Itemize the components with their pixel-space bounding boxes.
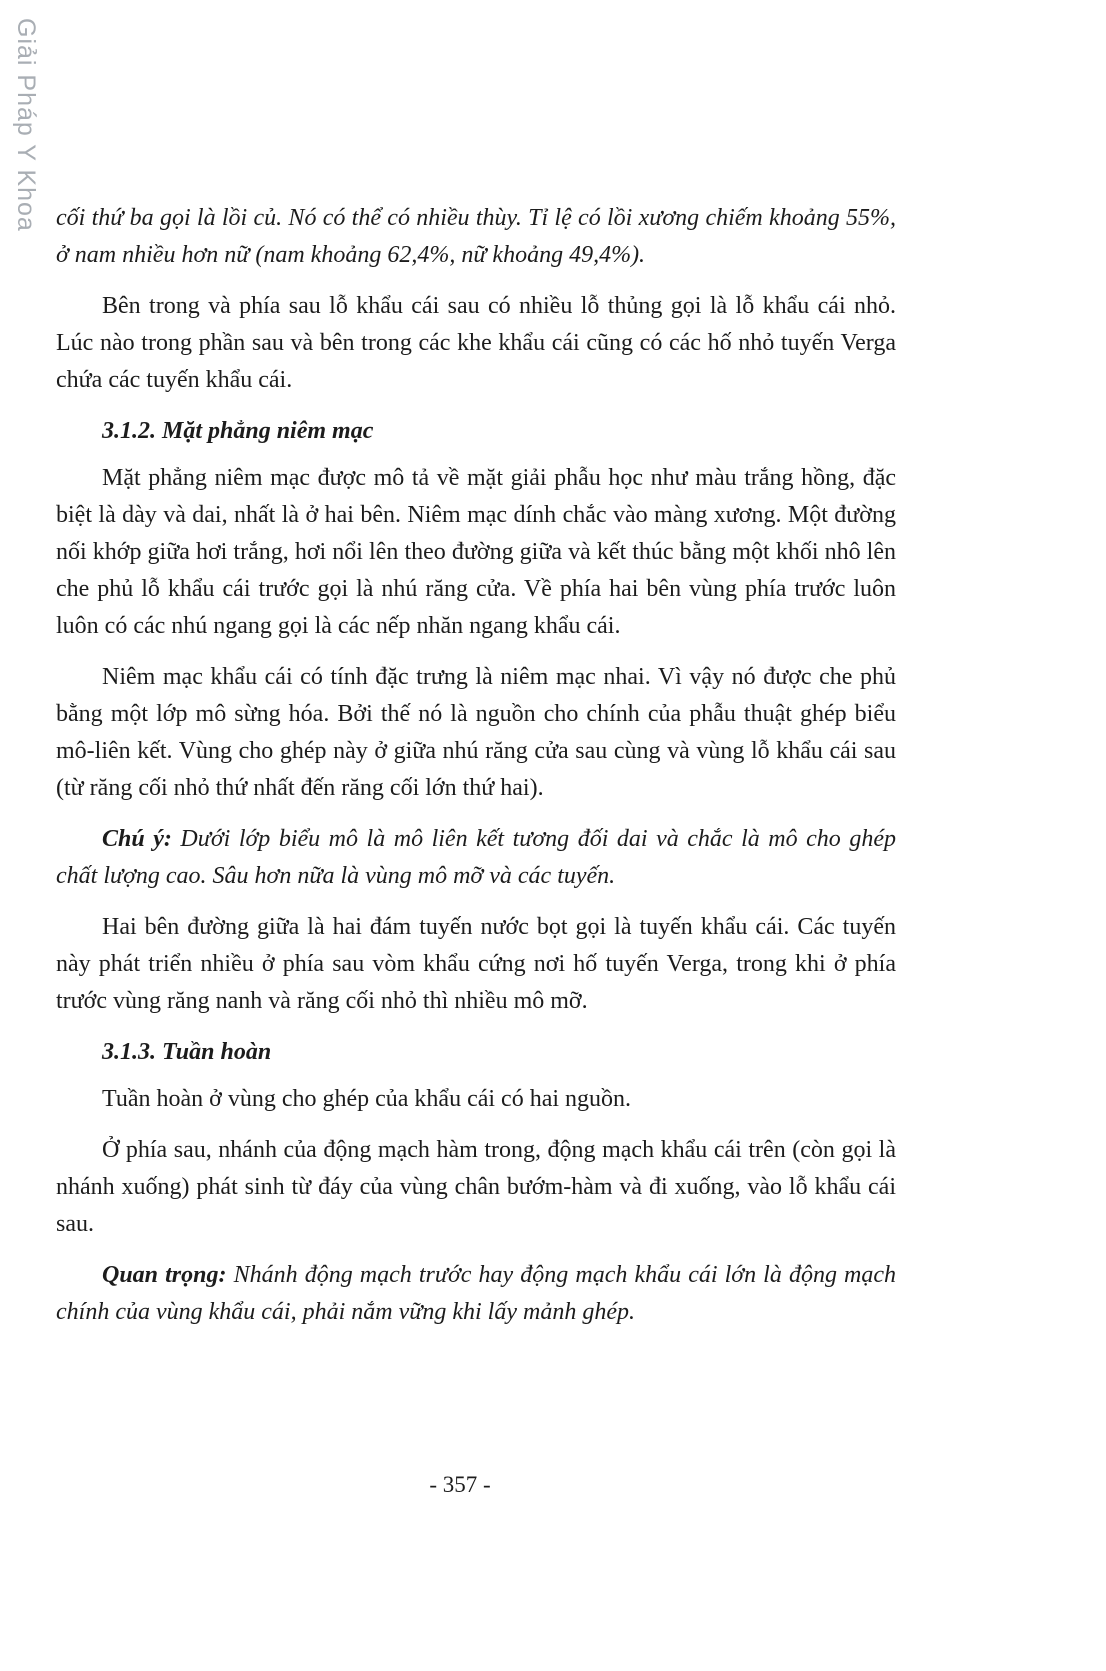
paragraph-continued: cối thứ ba gọi là lồi củ. Nó có thể có nhiều thùy. Tỉ lệ có lồi xương chiếm khoảng 55%, ở nam nhiều hơn nữ (nam khoảng 62,4%, nữ khoảng 49,4%). (56, 205, 896, 268)
section-heading-3-1-3: 3.1.3. Tuần hoàn (102, 1039, 272, 1065)
important-paragraph (56, 1257, 896, 1331)
paragraph-mucosa-surface: Mặt phẳng niêm mạc được mô tả về mặt giải phẫu học như màu trắng hồng, đặc biệt là dày và dai, nhất là ở hai bên. Niêm mạc dính chắc vào màng xương. Một đường nối khớp giữa hơi trắng, hơi nổi lên theo đường giữa và kết thúc bằng một khối nhô lên che phủ lỗ khẩu cái trước gọi là nhú răng cửa. Về phía hai bên vùng phía trước luôn luôn có các nhú ngang gọi là các nếp nhăn ngang khẩu cái. (56, 465, 896, 639)
paragraph-palatine-glands: Hai bên đường giữa là hai đám tuyến nước bọt gọi là tuyến khẩu cái. Các tuyến này phát triển nhiều ở phía sau vòm khẩu cứng nơi hố tuyến Verga, trong khi ở phía trước vùng răng nanh và răng cối nhỏ thì nhiều mô mỡ. (56, 914, 896, 1014)
page-number: - 357 - (429, 1472, 491, 1497)
note-label: Chú ý: (102, 826, 172, 852)
document-page (56, 200, 896, 1345)
important-label: Quan trọng: (102, 1262, 227, 1288)
paragraph-masticatory-mucosa: Niêm mạc khẩu cái có tính đặc trưng là niêm mạc nhai. Vì vậy nó được che phủ bằng một lớp mô sừng hóa. Bởi thế nó là nguồn cho chính của phẫu thuật ghép biểu mô-liên kết. Vùng cho ghép này ở giữa nhú răng cửa sau cùng và vùng lỗ khẩu cái sau (từ răng cối nhỏ thứ nhất đến răng cối lớn thứ hai). (56, 664, 896, 801)
paragraph-circulation-sources: Tuần hoàn ở vùng cho ghép của khẩu cái có hai nguồn. (102, 1086, 632, 1112)
watermark-text: Giải Pháp Y Khoa (12, 18, 40, 232)
paragraph-posterior-artery: Ở phía sau, nhánh của động mạch hàm trong, động mạch khẩu cái trên (còn gọi là nhánh xuống) phát sinh từ đáy của vùng chân bướm-hàm và đi xuống, vào lỗ khẩu cái sau. (56, 1137, 896, 1237)
note-text: Dưới lớp biểu mô là mô liên kết tương đối dai và chắc là mô cho ghép chất lượng cao. Sâu hơn nữa là vùng mô mỡ và các tuyến. (56, 826, 896, 889)
section-heading-3-1-2: 3.1.2. Mặt phẳng niêm mạc (102, 418, 374, 444)
important-text: Nhánh động mạch trước hay động mạch khẩu cái lớn là động mạch chính của vùng khẩu cái, phải nắm vững khi lấy mảnh ghép. (56, 1262, 897, 1325)
paragraph-palatine-foramina: Bên trong và phía sau lỗ khẩu cái sau có nhiều lỗ thủng gọi là lỗ khẩu cái nhỏ. Lúc nào trong phần sau và bên trong các khe khẩu cái cũng có các hố nhỏ tuyến Verga chứa các tuyến khẩu cái. (56, 293, 896, 393)
note-paragraph (56, 821, 896, 895)
